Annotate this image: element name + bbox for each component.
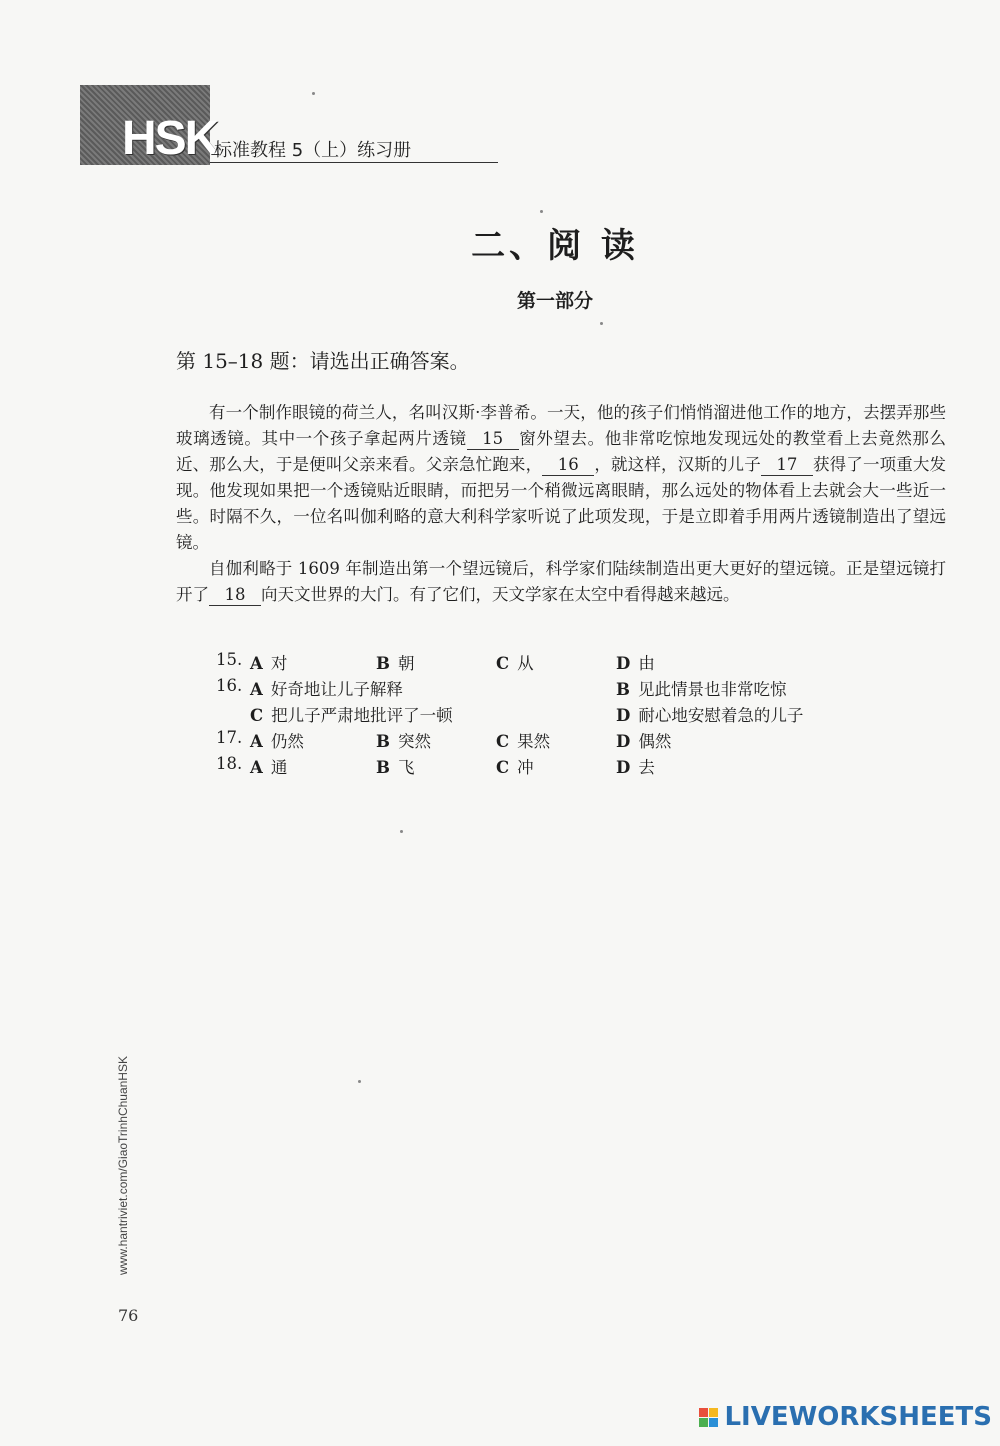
- passage-paragraph-1: [176, 400, 946, 556]
- liveworksheets-logo-icon: [699, 1408, 718, 1427]
- logo-square: [709, 1418, 718, 1427]
- option-18-a[interactable]: A 通: [250, 758, 288, 777]
- option-18-d[interactable]: D 去: [616, 758, 655, 777]
- scan-speck: [312, 92, 315, 95]
- option-17-b[interactable]: B 突然: [376, 732, 431, 751]
- instruction: 第 15–18 题：请选出正确答案。: [176, 349, 470, 373]
- part-title: 第一部分: [516, 290, 593, 312]
- option-16-d[interactable]: D 耐心地安慰着急的儿子: [616, 706, 804, 725]
- logo-square: [699, 1418, 708, 1427]
- hsk-logo: HSK: [122, 112, 218, 165]
- book-title: 标准教程 5（上）练习册: [214, 140, 412, 161]
- scan-speck: [358, 1080, 361, 1083]
- option-15-a[interactable]: A 对: [250, 654, 288, 673]
- option-15-d[interactable]: D 由: [616, 654, 655, 673]
- blank-16[interactable]: 16: [542, 455, 594, 476]
- option-16-b[interactable]: B 见此情景也非常吃惊: [616, 680, 787, 699]
- option-15-b[interactable]: B 朝: [376, 654, 415, 673]
- liveworksheets-wordmark: LIVEWORKSHEETS: [724, 1402, 992, 1432]
- blank-18[interactable]: 18: [209, 585, 261, 606]
- question-number: 17.: [216, 728, 243, 747]
- option-17-d[interactable]: D 偶然: [616, 732, 672, 751]
- option-16-a[interactable]: A 好奇地让儿子解释: [250, 680, 403, 699]
- answer-options: [216, 650, 916, 780]
- question-number: 16.: [216, 676, 243, 695]
- option-17-a[interactable]: A 仍然: [250, 732, 304, 751]
- header-divider: [210, 162, 498, 163]
- passage-text: 窗外望去。他非常吃惊地发现远处的教堂看上去竟然那么近、那么大，于是便叫父亲来看。父亲急忙跑来，: [176, 429, 947, 474]
- option-16-c[interactable]: C 把儿子严肃地批评了一顿: [250, 706, 453, 725]
- blank-17[interactable]: 17: [761, 455, 813, 476]
- passage-text: 自伽利略于 1609 年制造出第一个望远镜后，科学家们陆续制造出更大更好的望远镜。正是望远镜打开了: [176, 559, 946, 604]
- passage-text: 有一个制作眼镜的荷兰人，名叫汉斯·李普希。一天，他的孩子们悄悄溜进他工作的地方，去摆弄那些玻璃透镜。其中一个孩子拿起两片透镜: [176, 403, 946, 448]
- liveworksheets-brand[interactable]: [699, 1402, 992, 1432]
- section-title: 二、阅 读: [471, 226, 639, 266]
- option-18-c[interactable]: C 冲: [496, 758, 534, 777]
- scan-speck: [600, 322, 603, 325]
- option-18-b[interactable]: B 飞: [376, 758, 415, 777]
- question-row-18: [216, 754, 916, 780]
- logo-square: [699, 1408, 708, 1417]
- scan-speck: [400, 830, 403, 833]
- passage-paragraph-2: [176, 556, 946, 608]
- question-row-17: [216, 728, 916, 754]
- blank-15[interactable]: 15: [467, 429, 519, 450]
- question-row-15: [216, 650, 916, 676]
- option-17-c[interactable]: C 果然: [496, 732, 551, 751]
- question-number: 18.: [216, 754, 243, 773]
- side-url: www.hantriviet.com/GiaoTrinhChuanHSK: [116, 1056, 130, 1275]
- reading-passage: [176, 400, 946, 608]
- question-number: 15.: [216, 650, 243, 669]
- scan-speck: [540, 210, 543, 213]
- question-row-16-cont: [216, 702, 916, 728]
- passage-text: 向天文世界的大门。有了它们，天文学家在太空中看得越来越远。: [261, 585, 740, 604]
- question-row-16: [216, 676, 916, 702]
- logo-square: [709, 1408, 718, 1417]
- passage-text: 获得了一项重大发现。他发现如果把一个透镜贴近眼睛，而把另一个稍微远离眼睛，那么远处的物体看上去就会大一些近一些。时隔不久，一位名叫伽利略的意大利科学家听说了此项发现，于是立即着手用两片透镜制造出了望远镜。: [176, 455, 947, 552]
- passage-text: ，就这样，汉斯的儿子: [594, 455, 761, 474]
- page-number: 76: [118, 1306, 139, 1325]
- option-15-c[interactable]: C 从: [496, 654, 534, 673]
